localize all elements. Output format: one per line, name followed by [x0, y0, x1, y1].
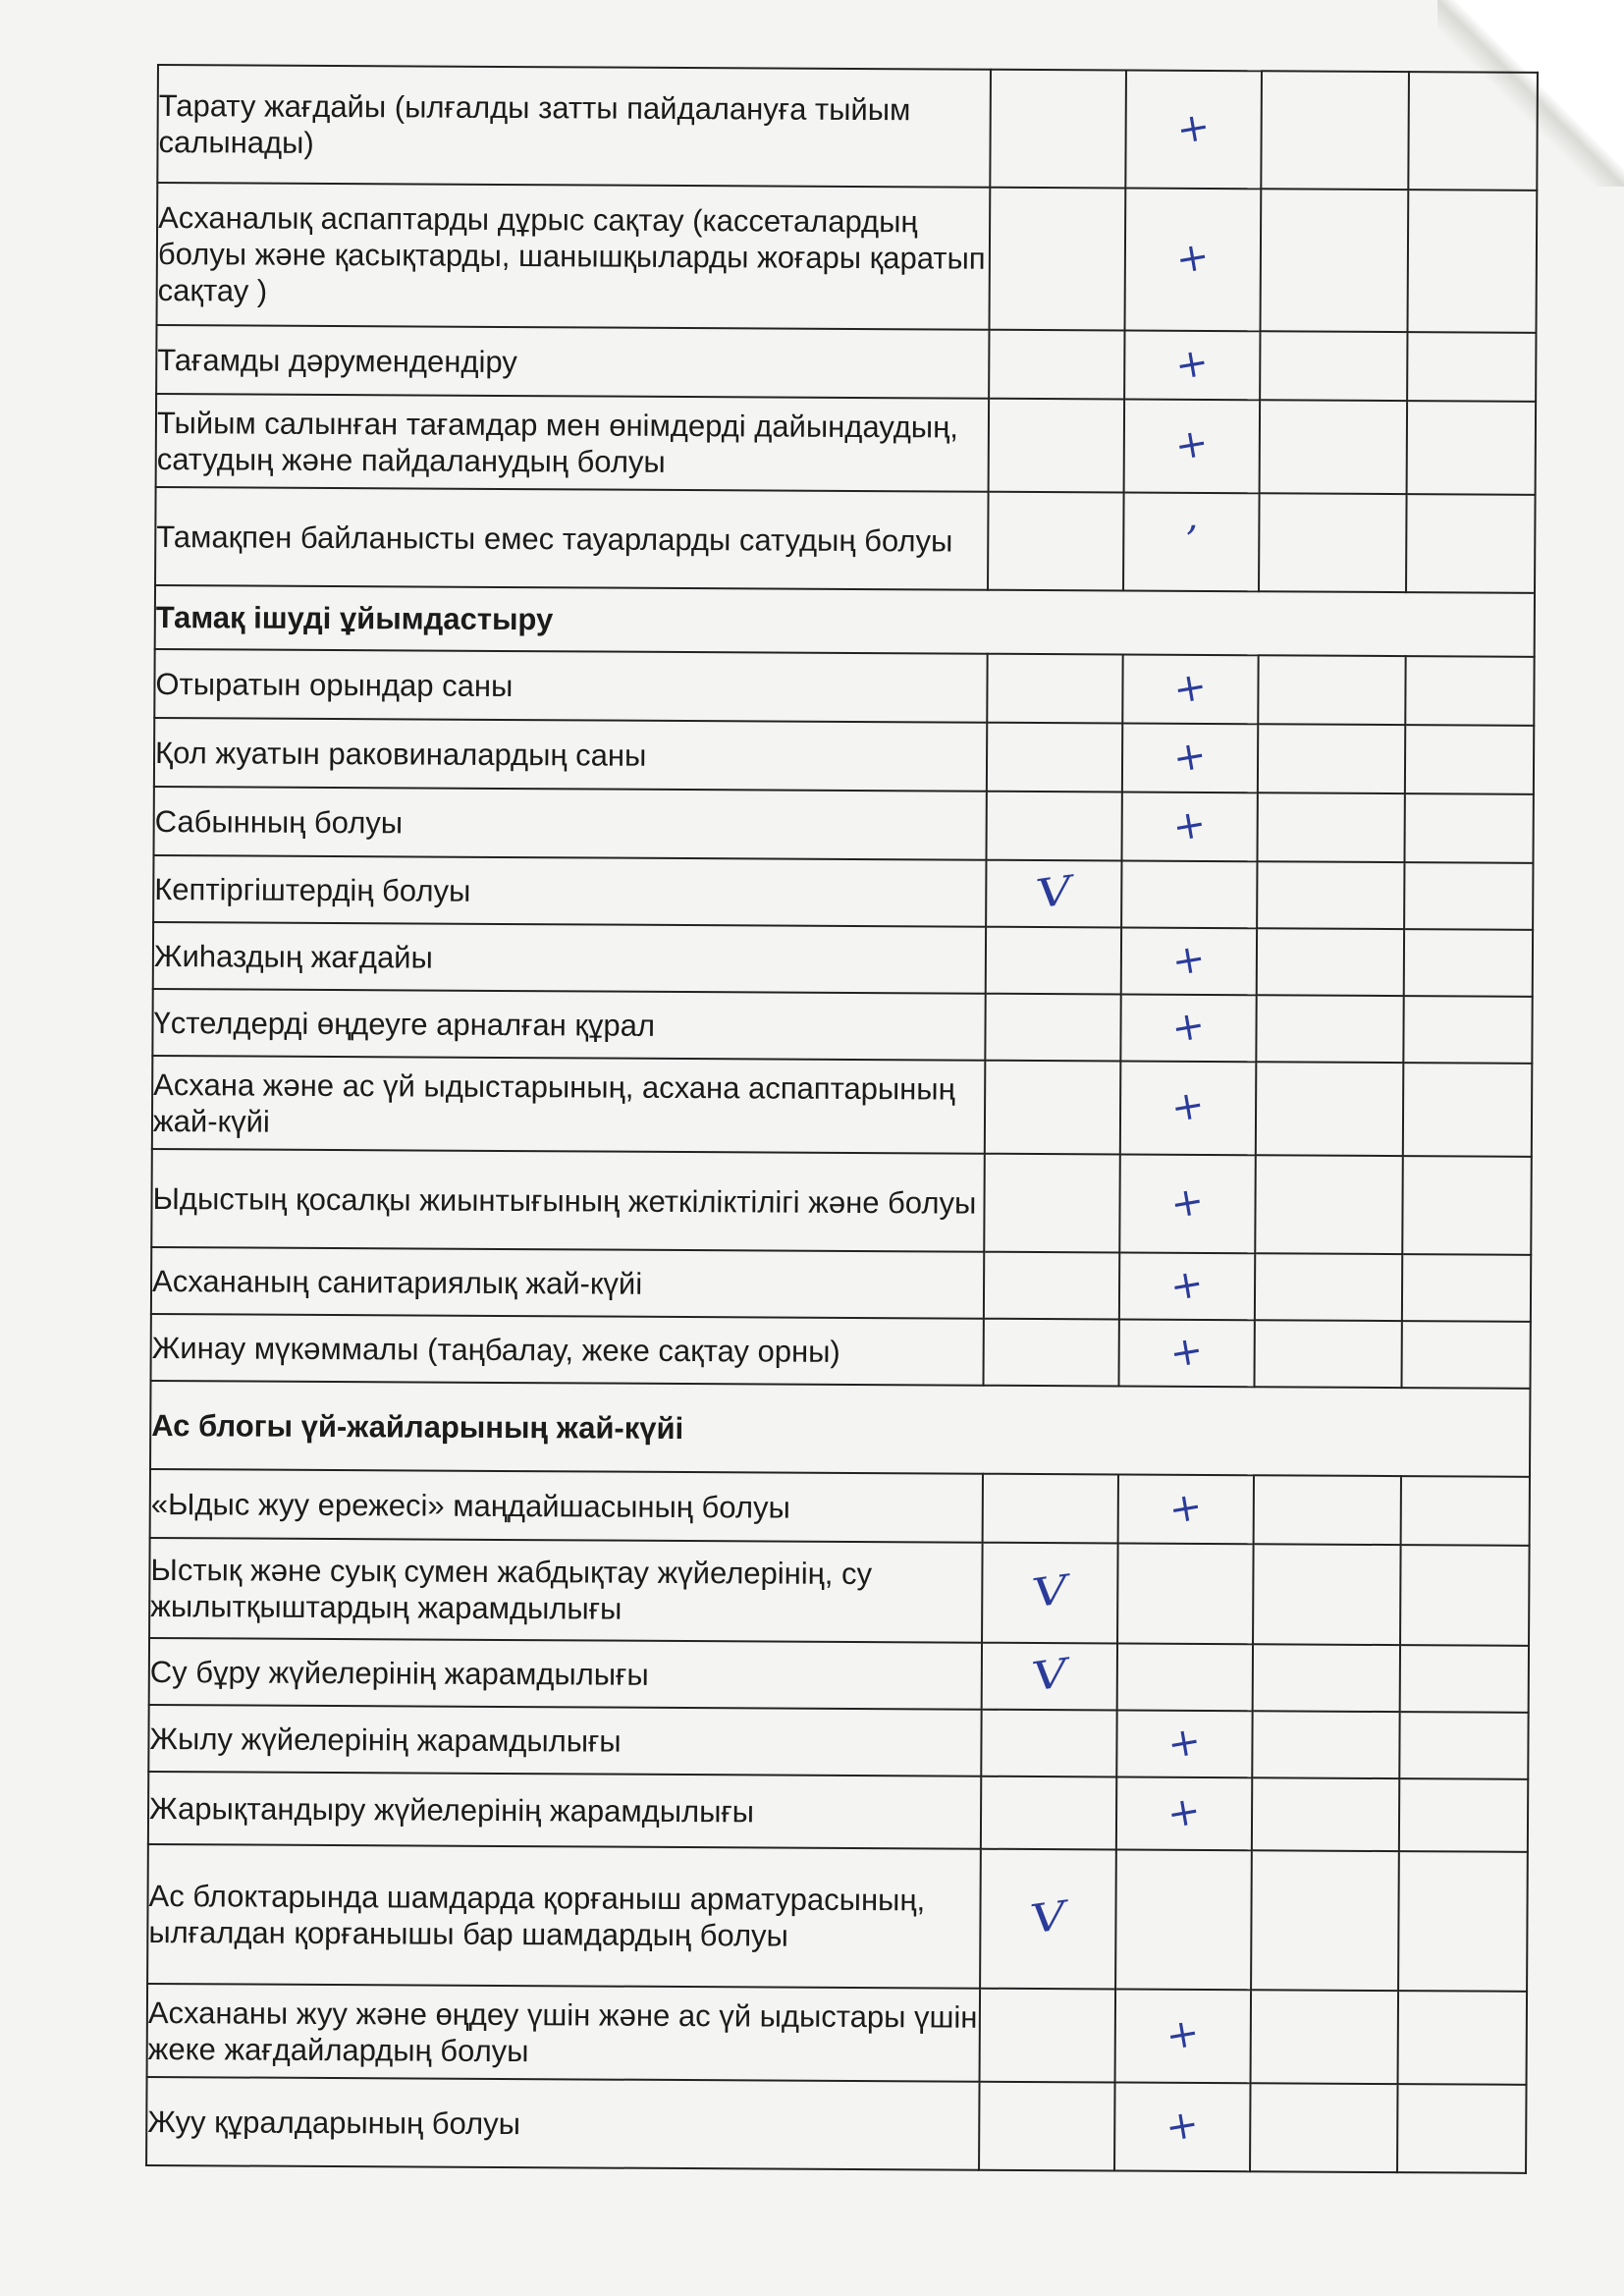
criterion-label: Отыратын орындар саны	[154, 649, 987, 723]
criterion-label: Жылу жүйелерінің жарамдылығы	[148, 1705, 981, 1777]
checklist-row	[152, 1056, 1533, 1157]
checklist-row	[149, 1638, 1529, 1713]
mark-cell-3	[1257, 928, 1404, 996]
mark-cell-4	[1397, 2084, 1527, 2173]
mark-cell-1	[987, 723, 1122, 793]
mark-cell-3	[1258, 724, 1405, 793]
mark-cell-3	[1255, 1155, 1403, 1254]
mark-cell-4	[1407, 332, 1536, 402]
criterion-label: Тағамды дәрумендендіру	[156, 325, 989, 399]
mark-cell-2	[1125, 71, 1262, 190]
mark-cell-1	[990, 188, 1126, 331]
mark-cell-2	[1115, 1849, 1252, 1990]
mark-cell-2	[1122, 655, 1258, 725]
plus-mark-icon: +	[1169, 731, 1211, 782]
mark-cell-4	[1408, 72, 1538, 191]
mark-cell-4	[1404, 929, 1533, 997]
criterion-label: Қол жуатын раковиналардың саны	[154, 718, 987, 792]
mark-cell-2	[1116, 1710, 1252, 1777]
check-mark-icon: V	[1029, 1566, 1071, 1616]
mark-cell-2	[1122, 724, 1258, 793]
mark-cell-3	[1261, 71, 1409, 190]
mark-cell-4	[1402, 1156, 1532, 1255]
checklist-row	[154, 718, 1534, 794]
mark-cell-1	[982, 1643, 1117, 1711]
criterion-label: Жарықтандыру жүйелерінің жарамдылығы	[148, 1772, 981, 1849]
checklist-row	[150, 1469, 1530, 1546]
mark-cell-3	[1252, 1711, 1399, 1778]
criterion-label: Ыстық және суық сумен жабдықтау жүйелерінің, су жылытқыштардың жарамдылығы	[149, 1538, 983, 1643]
checklist-row	[152, 989, 1532, 1064]
mark-cell-2	[1121, 793, 1257, 862]
criterion-label: Тыйым салынған тағамдар мен өнімдерді дайындаудың, сатудың және пайдаланудың болуы	[156, 394, 990, 492]
section-title: Ас блогы үй-жайларының жай-күйі	[150, 1381, 1530, 1477]
criterion-label: «Ыдыс жуу ережесі» маңдайшасының болуы	[150, 1469, 983, 1543]
criterion-label: Жинау мүкәммалы (таңбалау, жеке сақтау орны)	[151, 1314, 984, 1386]
checklist-row	[157, 65, 1538, 191]
plus-mark-icon: +	[1171, 338, 1213, 389]
plus-mark-icon: +	[1167, 1176, 1208, 1228]
criterion-label: Кептіргіштердің болуы	[153, 855, 986, 927]
plus-mark-icon: +	[1164, 1717, 1205, 1768]
plus-mark-icon: +	[1166, 1326, 1207, 1377]
mark-cell-3	[1257, 861, 1404, 929]
checklist-row	[151, 1149, 1532, 1255]
mark-cell-3	[1260, 400, 1408, 494]
mark-cell-1	[987, 654, 1122, 724]
mark-cell-3	[1258, 655, 1405, 725]
mark-cell-2	[1121, 927, 1257, 995]
checklist-row	[155, 487, 1536, 593]
mark-cell-2	[1120, 994, 1256, 1062]
mark-cell-3	[1250, 2083, 1398, 2172]
mark-cell-1	[981, 1710, 1116, 1777]
mark-cell-2	[1117, 1643, 1253, 1711]
mark-cell-3	[1251, 1850, 1399, 1991]
mark-cell-1	[980, 1989, 1116, 2083]
checklist-row	[148, 1705, 1528, 1779]
mark-cell-2	[1114, 2082, 1251, 2171]
plus-mark-icon: +	[1166, 1259, 1208, 1310]
criterion-label: Ас блоктарында шамдарда қорғаныш арматурасының, ылғалдан қорғанышы бар шамдардың болуы	[147, 1844, 981, 1989]
mark-cell-3	[1260, 331, 1407, 401]
mark-cell-1	[989, 330, 1124, 400]
section-title: Тамақ ішуді ұйымдастыру	[155, 585, 1535, 657]
mark-cell-4	[1407, 190, 1537, 333]
criterion-label: Асхананы жуу және өңдеу үшін және ас үй ыдыстары үшін жеке жағдайлардың болуы	[147, 1984, 981, 2082]
mark-cell-4	[1400, 1645, 1529, 1713]
pen-dot-icon: ’	[1184, 518, 1198, 564]
plus-mark-icon: +	[1167, 1081, 1209, 1132]
mark-cell-2	[1124, 400, 1261, 494]
mark-cell-2	[1121, 860, 1257, 928]
criterion-label: Асханалық аспаптарды дұрыс сақтау (кассеталардың болуы және қасықтарды, шанышқыларды жоғары қаратып сақтау )	[157, 183, 991, 330]
mark-cell-1	[982, 1543, 1118, 1644]
mark-cell-3	[1256, 1062, 1404, 1156]
mark-cell-4	[1401, 1321, 1530, 1389]
mark-cell-4	[1407, 401, 1537, 495]
plus-mark-icon: +	[1163, 2009, 1204, 2060]
mark-cell-2	[1118, 1474, 1254, 1544]
mark-cell-1	[985, 1061, 1121, 1155]
checklist-row	[147, 1984, 1528, 2085]
checklist-row	[156, 325, 1536, 402]
mark-cell-1	[981, 1777, 1116, 1850]
check-mark-icon: V	[1027, 1892, 1069, 1942]
criterion-label: Жиһаздың жағдайы	[153, 922, 986, 994]
mark-cell-2	[1124, 331, 1260, 401]
mark-cell-1	[986, 860, 1121, 928]
mark-cell-3	[1256, 995, 1403, 1063]
mark-cell-3	[1253, 1644, 1400, 1712]
mark-cell-1	[988, 492, 1124, 591]
checklist-row	[146, 2077, 1526, 2173]
plus-mark-icon: +	[1168, 1001, 1209, 1052]
mark-cell-1	[985, 994, 1120, 1062]
mark-cell-2	[1117, 1543, 1254, 1644]
mark-cell-4	[1400, 1545, 1530, 1646]
criterion-label: Тарату жағдайы (ылғалды затты пайдалануға тыйым салынады)	[157, 65, 991, 188]
mark-cell-1	[984, 1252, 1119, 1320]
mark-cell-4	[1406, 494, 1536, 593]
mark-cell-1	[989, 399, 1125, 493]
checklist-row	[153, 855, 1533, 930]
checklist-row	[157, 183, 1538, 333]
mark-cell-4	[1404, 793, 1533, 863]
mark-cell-3	[1251, 1990, 1399, 2084]
mark-cell-4	[1405, 656, 1534, 726]
checklist-row	[154, 649, 1534, 726]
criterion-label: Тамақпен байланысты емес тауарларды сатудың болуы	[155, 487, 989, 590]
check-mark-icon: V	[1033, 867, 1075, 917]
plus-mark-icon: +	[1162, 2100, 1203, 2151]
checklist-row	[153, 922, 1533, 997]
mark-cell-4	[1398, 1851, 1528, 1992]
mark-cell-2	[1124, 189, 1261, 332]
plus-mark-icon: +	[1171, 419, 1213, 470]
mark-cell-2	[1115, 1989, 1252, 2083]
mark-cell-1	[979, 2082, 1115, 2171]
plus-mark-icon: +	[1168, 934, 1210, 985]
criterion-label: Ыдыстың қосалқы жиынтығының жеткіліктілігі және болуы	[151, 1149, 985, 1252]
criterion-label: Жуу құралдарының болуы	[146, 2077, 979, 2170]
mark-cell-2	[1119, 1154, 1256, 1253]
section-header-row	[155, 585, 1535, 657]
mark-cell-4	[1403, 1063, 1533, 1157]
mark-cell-1	[983, 1474, 1118, 1544]
mark-cell-3	[1255, 1253, 1402, 1321]
plus-mark-icon: +	[1164, 1786, 1205, 1837]
mark-cell-1	[984, 1154, 1120, 1253]
mark-cell-1	[983, 1319, 1118, 1387]
mark-cell-3	[1253, 1544, 1401, 1645]
section-header-row	[150, 1381, 1530, 1477]
inspection-checklist-table	[145, 64, 1539, 2174]
mark-cell-1	[986, 792, 1121, 861]
mark-cell-4	[1398, 1991, 1528, 2085]
mark-cell-2	[1119, 1252, 1255, 1320]
mark-cell-1	[986, 927, 1121, 995]
criterion-label: Сабынның болуы	[153, 787, 986, 860]
mark-cell-4	[1405, 725, 1534, 794]
mark-cell-2	[1123, 493, 1260, 592]
mark-cell-4	[1402, 1254, 1531, 1322]
mark-cell-1	[980, 1849, 1116, 1990]
checklist-row	[149, 1538, 1530, 1646]
checklist-row	[156, 394, 1537, 495]
plus-mark-icon: +	[1169, 662, 1211, 713]
check-mark-icon: V	[1028, 1650, 1070, 1700]
mark-cell-4	[1399, 1778, 1528, 1852]
mark-cell-4	[1404, 862, 1533, 930]
mark-cell-3	[1254, 1475, 1401, 1545]
criterion-label: Үстелдерді өңдеуге арналған құрал	[152, 989, 985, 1061]
mark-cell-2	[1116, 1777, 1252, 1850]
checklist-body	[146, 65, 1538, 2173]
mark-cell-3	[1260, 189, 1408, 332]
plus-mark-icon: +	[1173, 102, 1214, 153]
mark-cell-4	[1403, 996, 1532, 1064]
criterion-label: Асхананың санитариялық жай-күйі	[151, 1247, 984, 1319]
criterion-label: Асхана және ас үй ыдыстарының, асхана аспаптарының жай-күйі	[152, 1056, 986, 1154]
plus-mark-icon: +	[1172, 233, 1214, 284]
mark-cell-2	[1120, 1061, 1257, 1155]
checklist-row	[151, 1247, 1531, 1322]
checklist-row	[151, 1314, 1531, 1389]
plus-mark-icon: +	[1165, 1482, 1207, 1533]
checklist-row	[153, 787, 1533, 863]
mark-cell-3	[1252, 1777, 1399, 1851]
mark-cell-3	[1259, 493, 1407, 592]
mark-cell-3	[1257, 793, 1404, 862]
mark-cell-3	[1254, 1320, 1401, 1388]
checklist-sheet	[145, 64, 1537, 2174]
mark-cell-2	[1118, 1319, 1254, 1387]
criterion-label: Су бұру жүйелерінің жарамдылығы	[149, 1638, 982, 1710]
plus-mark-icon: +	[1169, 799, 1210, 850]
checklist-row	[148, 1772, 1528, 1852]
mark-cell-1	[990, 70, 1126, 189]
mark-cell-4	[1399, 1712, 1528, 1779]
checklist-row	[147, 1844, 1528, 1992]
mark-cell-4	[1401, 1476, 1530, 1546]
